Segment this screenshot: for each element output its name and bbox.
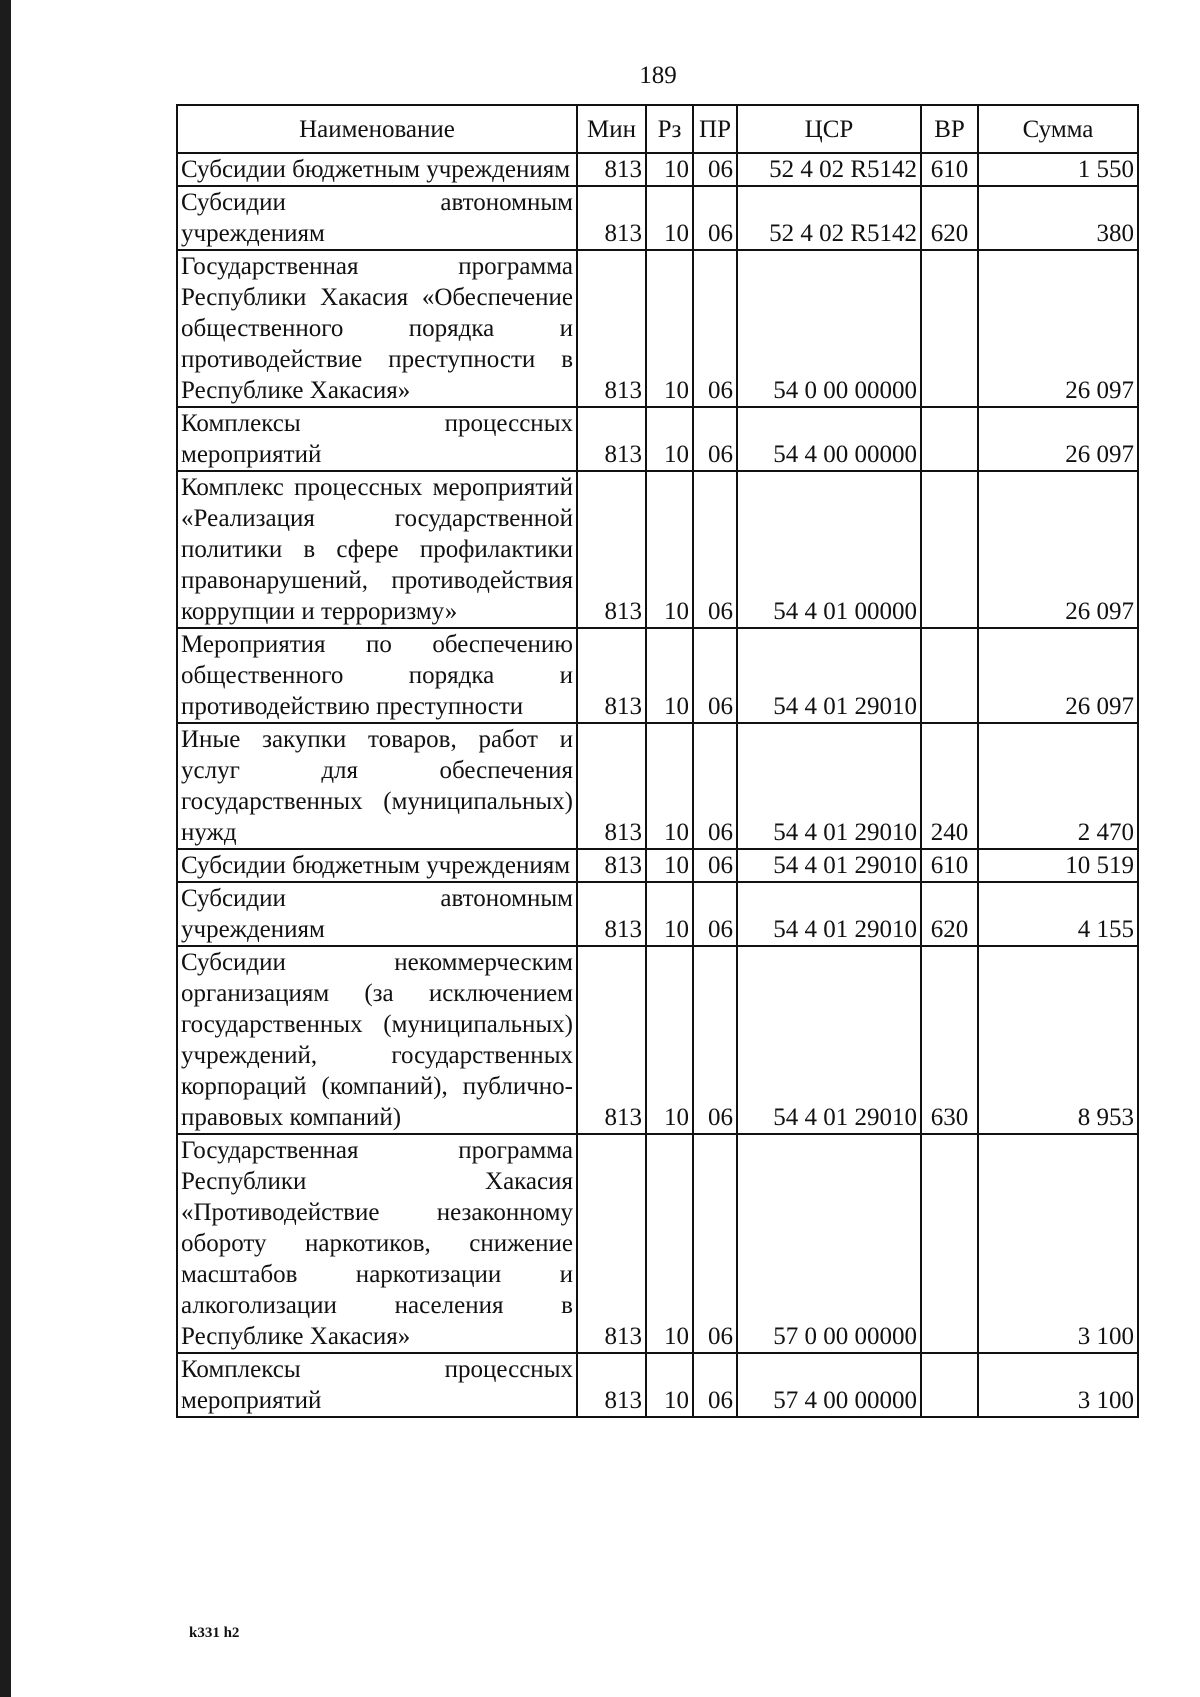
page-number: 189 (639, 62, 677, 89)
header-vr: ВР (921, 105, 978, 153)
cell-sum: 26 097 (978, 628, 1138, 723)
cell-sum: 380 (978, 186, 1138, 250)
cell-csr: 54 4 01 29010 (737, 946, 921, 1134)
table-row (177, 471, 1138, 628)
cell-min: 813 (577, 628, 646, 723)
cell-vr: 620 (921, 186, 978, 250)
cell-pr: 06 (693, 471, 737, 628)
table-row (177, 186, 1138, 250)
table-row (177, 407, 1138, 471)
cell-min: 813 (577, 1134, 646, 1353)
cell-rz: 10 (646, 250, 693, 407)
table-header-row (177, 105, 1138, 153)
cell-name: Субсидии некоммерческим организациям (за исключением государственных (муниципальных) учреждений, государственных корпораций (компаний), публично-правовых компаний) (177, 946, 577, 1134)
cell-min: 813 (577, 186, 646, 250)
cell-name: Мероприятия по обеспечению общественного порядка и противодействию преступности (177, 628, 577, 723)
cell-name: Иные закупки товаров, работ и услуг для обеспечения государственных (муниципальных) нужд (177, 723, 577, 849)
cell-pr: 06 (693, 723, 737, 849)
cell-csr: 54 4 01 29010 (737, 882, 921, 946)
cell-csr: 52 4 02 R5142 (737, 153, 921, 186)
cell-rz: 10 (646, 849, 693, 882)
header-name: Наименование (177, 105, 577, 153)
cell-csr: 57 0 00 00000 (737, 1134, 921, 1353)
cell-min: 813 (577, 407, 646, 471)
cell-pr: 06 (693, 849, 737, 882)
cell-sum: 26 097 (978, 407, 1138, 471)
cell-pr: 06 (693, 153, 737, 186)
cell-pr: 06 (693, 628, 737, 723)
cell-rz: 10 (646, 882, 693, 946)
footer-code: k331 h2 (189, 1625, 240, 1641)
cell-csr: 54 4 01 00000 (737, 471, 921, 628)
cell-vr: 630 (921, 946, 978, 1134)
table-row (177, 1353, 1138, 1417)
cell-pr: 06 (693, 407, 737, 471)
cell-min: 813 (577, 1353, 646, 1417)
cell-sum: 3 100 (978, 1353, 1138, 1417)
cell-name: Комплексы процессных мероприятий (177, 1353, 577, 1417)
cell-vr: 610 (921, 849, 978, 882)
table-row (177, 849, 1138, 882)
table-row (177, 723, 1138, 849)
cell-sum: 26 097 (978, 471, 1138, 628)
cell-sum: 4 155 (978, 882, 1138, 946)
cell-rz: 10 (646, 186, 693, 250)
cell-sum: 3 100 (978, 1134, 1138, 1353)
cell-name: Государственная программа Республики Хакасия «Обеспечение общественного порядка и противодействие преступности в Республике Хакасия» (177, 250, 577, 407)
cell-name: Субсидии бюджетным учреждениям (177, 849, 577, 882)
cell-pr: 06 (693, 882, 737, 946)
cell-name: Субсидии бюджетным учреждениям (177, 153, 577, 186)
table-row (177, 250, 1138, 407)
cell-pr: 06 (693, 1134, 737, 1353)
cell-min: 813 (577, 849, 646, 882)
cell-csr: 54 4 01 29010 (737, 849, 921, 882)
cell-name: Государственная программа Республики Хакасия «Противодействие незаконному обороту наркотиков, снижение масштабов наркотизации и алкоголизации населения в Республике Хакасия» (177, 1134, 577, 1353)
table-row (177, 628, 1138, 723)
cell-sum: 26 097 (978, 250, 1138, 407)
cell-min: 813 (577, 153, 646, 186)
cell-pr: 06 (693, 946, 737, 1134)
header-min: Мин (577, 105, 646, 153)
header-csr: ЦСР (737, 105, 921, 153)
cell-rz: 10 (646, 1353, 693, 1417)
cell-vr: 240 (921, 723, 978, 849)
table-row (177, 153, 1138, 186)
cell-vr (921, 250, 978, 407)
cell-name: Субсидии автономным учреждениям (177, 186, 577, 250)
budget-table (176, 104, 1139, 1418)
cell-rz: 10 (646, 407, 693, 471)
cell-min: 813 (577, 723, 646, 849)
cell-pr: 06 (693, 1353, 737, 1417)
header-sum: Сумма (978, 105, 1138, 153)
cell-vr: 610 (921, 153, 978, 186)
scan-edge-band (0, 0, 11, 1697)
cell-csr: 52 4 02 R5142 (737, 186, 921, 250)
cell-name: Субсидии автономным учреждениям (177, 882, 577, 946)
table-body (177, 153, 1138, 1417)
cell-csr: 57 4 00 00000 (737, 1353, 921, 1417)
cell-min: 813 (577, 946, 646, 1134)
cell-vr: 620 (921, 882, 978, 946)
cell-rz: 10 (646, 153, 693, 186)
table-row (177, 882, 1138, 946)
header-rz: Рз (646, 105, 693, 153)
cell-rz: 10 (646, 946, 693, 1134)
cell-rz: 10 (646, 1134, 693, 1353)
cell-csr: 54 4 00 00000 (737, 407, 921, 471)
cell-vr (921, 471, 978, 628)
cell-csr: 54 0 00 00000 (737, 250, 921, 407)
cell-name: Комплексы процессных мероприятий (177, 407, 577, 471)
cell-csr: 54 4 01 29010 (737, 628, 921, 723)
cell-vr (921, 1353, 978, 1417)
cell-rz: 10 (646, 471, 693, 628)
cell-vr (921, 1134, 978, 1353)
cell-min: 813 (577, 882, 646, 946)
cell-sum: 2 470 (978, 723, 1138, 849)
cell-rz: 10 (646, 723, 693, 849)
table-row (177, 1134, 1138, 1353)
cell-pr: 06 (693, 250, 737, 407)
cell-pr: 06 (693, 186, 737, 250)
cell-vr (921, 628, 978, 723)
cell-sum: 10 519 (978, 849, 1138, 882)
cell-vr (921, 407, 978, 471)
cell-name: Комплекс процессных мероприятий «Реализация государственной политики в сфере профилактики правонарушений, противодействия коррупции и терроризму» (177, 471, 577, 628)
header-pr: ПР (693, 105, 737, 153)
cell-rz: 10 (646, 628, 693, 723)
cell-sum: 1 550 (978, 153, 1138, 186)
cell-min: 813 (577, 250, 646, 407)
table-row (177, 946, 1138, 1134)
cell-csr: 54 4 01 29010 (737, 723, 921, 849)
cell-sum: 8 953 (978, 946, 1138, 1134)
cell-min: 813 (577, 471, 646, 628)
